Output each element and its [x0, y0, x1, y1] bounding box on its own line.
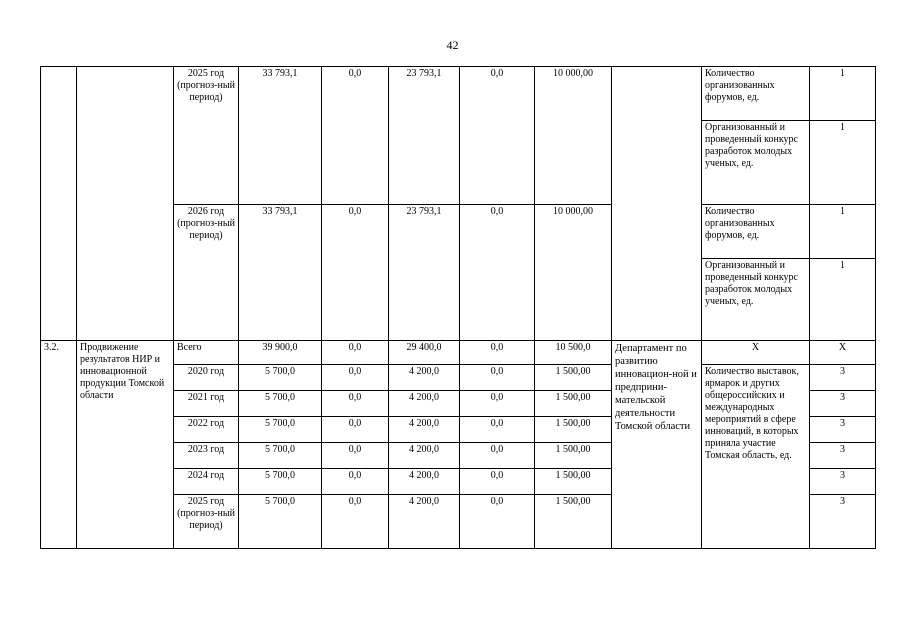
section-number: 3.2. — [41, 341, 77, 549]
value-cell: 4 200,0 — [389, 365, 460, 391]
indicator-cell: Количество организованных форумов, ед. — [702, 67, 810, 121]
table-row — [41, 341, 876, 365]
value-cell: 0,0 — [322, 417, 389, 443]
indicator-cell: Организованный и проведенный конкурс разработок молодых ученых, ед. — [702, 121, 810, 205]
empty-cell — [612, 67, 702, 341]
value-cell: 29 400,0 — [389, 341, 460, 365]
value-cell: 0,0 — [460, 67, 535, 205]
value-cell: 4 200,0 — [389, 469, 460, 495]
indicator-value: 1 — [810, 205, 876, 259]
value-cell: 0,0 — [322, 365, 389, 391]
period-cell: Всего — [174, 341, 239, 365]
value-cell: 5 700,0 — [239, 417, 322, 443]
value-cell: 4 200,0 — [389, 391, 460, 417]
value-cell: 0,0 — [460, 417, 535, 443]
indicator-value: 3 — [810, 365, 876, 391]
value-cell: 0,0 — [322, 391, 389, 417]
value-cell: 10 000,00 — [535, 205, 612, 341]
period-cell: 2023 год — [174, 443, 239, 469]
indicator-value: Х — [810, 341, 876, 365]
value-cell: 33 793,1 — [239, 67, 322, 205]
value-cell: 23 793,1 — [389, 205, 460, 341]
value-cell: 5 700,0 — [239, 469, 322, 495]
value-cell: 0,0 — [322, 443, 389, 469]
indicator-value: 3 — [810, 495, 876, 549]
indicator-value: 1 — [810, 121, 876, 205]
value-cell: 39 900,0 — [239, 341, 322, 365]
value-cell: 10 000,00 — [535, 67, 612, 205]
value-cell: 1 500,00 — [535, 391, 612, 417]
indicator-cell: Х — [702, 341, 810, 365]
value-cell: 4 200,0 — [389, 495, 460, 549]
value-cell: 1 500,00 — [535, 417, 612, 443]
table-row — [41, 67, 876, 121]
value-cell: 0,0 — [460, 495, 535, 549]
value-cell: 1 500,00 — [535, 365, 612, 391]
value-cell: 4 200,0 — [389, 443, 460, 469]
page-number: 42 — [446, 38, 459, 52]
value-cell: 10 500,0 — [535, 341, 612, 365]
period-cell: 2020 год — [174, 365, 239, 391]
indicator-value: 1 — [810, 67, 876, 121]
value-cell: 0,0 — [460, 469, 535, 495]
value-cell: 0,0 — [322, 495, 389, 549]
value-cell: 0,0 — [322, 341, 389, 365]
value-cell: 0,0 — [322, 205, 389, 341]
value-cell: 1 500,00 — [535, 443, 612, 469]
value-cell: 5 700,0 — [239, 495, 322, 549]
value-cell: 0,0 — [322, 67, 389, 205]
value-cell: 23 793,1 — [389, 67, 460, 205]
executor-cell: Департамент по развитию инновацион-ной и предприни-мательской деятельности Томской области — [612, 341, 702, 549]
program-table — [40, 66, 876, 549]
section-name: Продвижение результатов НИР и инновационной продукции Томской области — [77, 341, 174, 549]
period-cell: 2021 год — [174, 391, 239, 417]
indicator-value: 3 — [810, 443, 876, 469]
value-cell: 5 700,0 — [239, 443, 322, 469]
value-cell: 1 500,00 — [535, 495, 612, 549]
value-cell: 4 200,0 — [389, 417, 460, 443]
value-cell: 0,0 — [460, 391, 535, 417]
indicator-cell: Организованный и проведенный конкурс разработок молодых ученых, ед. — [702, 259, 810, 341]
value-cell: 0,0 — [460, 341, 535, 365]
indicator-value: 3 — [810, 417, 876, 443]
empty-cell — [77, 67, 174, 341]
value-cell: 0,0 — [460, 205, 535, 341]
indicator-cell: Количество организованных форумов, ед. — [702, 205, 810, 259]
period-cell: 2025 год (прогноз-ный период) — [174, 67, 239, 205]
indicator-value: 3 — [810, 391, 876, 417]
indicator-cell: Количество выставок, ярмарок и других общероссийских и международных мероприятий в сфере инноваций, в которых приняла участие Томская область, ед. — [702, 365, 810, 549]
empty-cell — [41, 67, 77, 341]
value-cell: 5 700,0 — [239, 391, 322, 417]
period-cell: 2026 год (прогноз-ный период) — [174, 205, 239, 341]
period-cell: 2025 год (прогноз-ный период) — [174, 495, 239, 549]
indicator-value: 3 — [810, 469, 876, 495]
indicator-value: 1 — [810, 259, 876, 341]
period-cell: 2022 год — [174, 417, 239, 443]
value-cell: 33 793,1 — [239, 205, 322, 341]
period-cell: 2024 год — [174, 469, 239, 495]
value-cell: 0,0 — [460, 365, 535, 391]
value-cell: 1 500,00 — [535, 469, 612, 495]
value-cell: 0,0 — [460, 443, 535, 469]
value-cell: 5 700,0 — [239, 365, 322, 391]
value-cell: 0,0 — [322, 469, 389, 495]
